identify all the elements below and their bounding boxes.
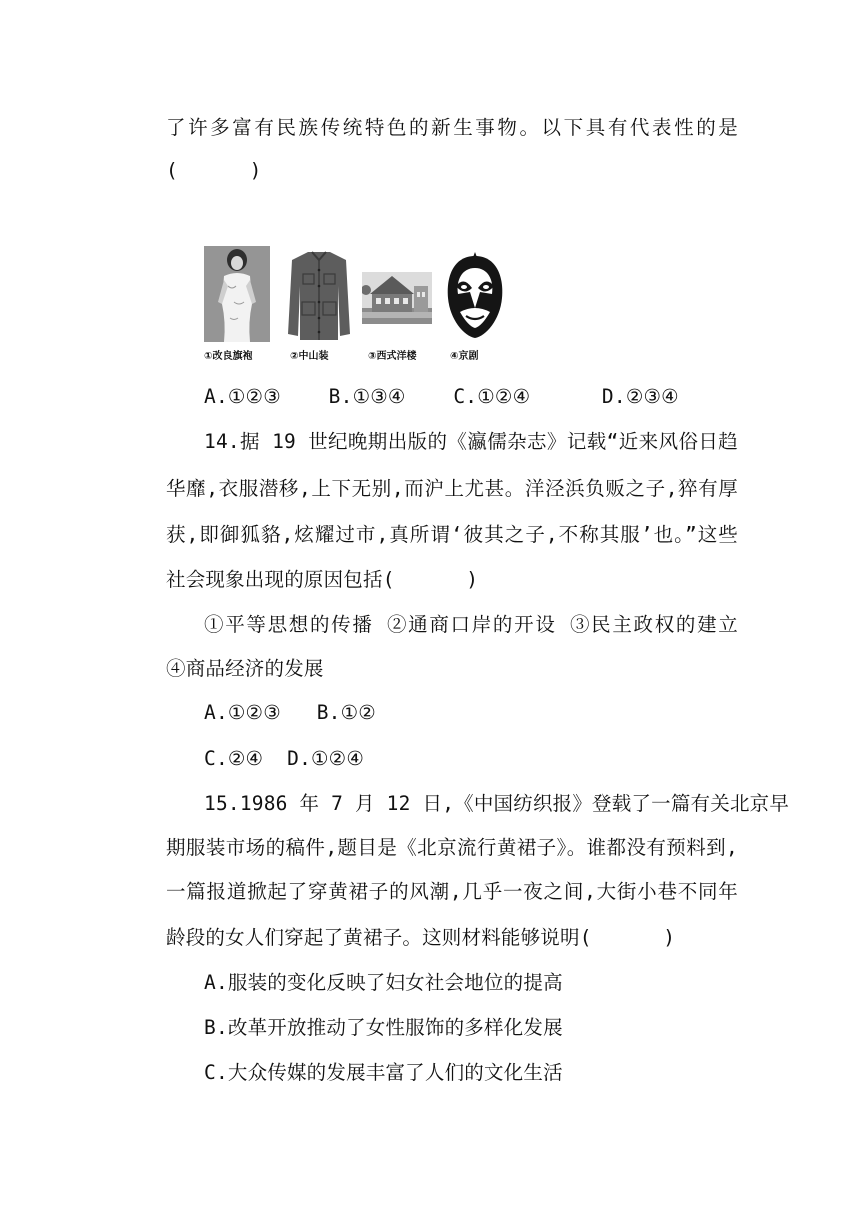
caption-zhongshan-suit: ②中山装 bbox=[290, 351, 329, 362]
caption-qipao: ①改良旗袍 bbox=[204, 351, 253, 362]
q14-stem-line-2: 华靡,衣服潜移,上下无别,而沪上尤甚。洋泾浜负贩之子,猝有厚 bbox=[166, 477, 738, 500]
q13-answer-blank: ( ) bbox=[166, 159, 262, 182]
q13-options: A.①②③ B.①③④ C.①②④ D.②③④ bbox=[204, 385, 679, 408]
q14-options-line-1: A.①②③ B.①② bbox=[204, 701, 376, 724]
q13-figure-row bbox=[204, 246, 524, 368]
q14-stem-line-4: 社会现象出现的原因包括( ) bbox=[166, 568, 479, 591]
q15-option-a: A.服装的变化反映了妇女社会地位的提高 bbox=[204, 971, 563, 994]
q14-options-line-2: C.②④ D.①②④ bbox=[204, 747, 365, 770]
q14-stem-line-1: 14.据 19 世纪晚期出版的《瀛儒杂志》记载“近来风俗日趋 bbox=[204, 430, 738, 453]
caption-peking-opera: ④京剧 bbox=[450, 351, 479, 362]
q14-items-line-2: ④商品经济的发展 bbox=[166, 657, 324, 680]
peking-opera-mask-image bbox=[442, 246, 508, 342]
q14-items-line-1: ①平等思想的传播 ②通商口岸的开设 ③民主政权的建立 bbox=[204, 613, 738, 636]
q14-stem-line-3: 获,即御狐貉,炫耀过市,真所谓‘彼其之子,不称其服’也。”这些 bbox=[166, 523, 738, 546]
q15-option-b: B.改革开放推动了女性服饰的多样化发展 bbox=[204, 1016, 563, 1039]
caption-western-building: ③西式洋楼 bbox=[368, 351, 417, 362]
q15-option-c: C.大众传媒的发展丰富了人们的文化生活 bbox=[204, 1061, 563, 1084]
q15-stem-line-2: 期服装市场的稿件,题目是《北京流行黄裙子》。谁都没有预料到, bbox=[166, 836, 738, 859]
q15-stem-line-1: 15.1986 年 7 月 12 日,《中国纺织报》登载了一篇有关北京早 bbox=[204, 792, 790, 815]
western-building-image bbox=[362, 246, 432, 342]
zhongshan-suit-image bbox=[286, 246, 352, 342]
q15-stem-line-4: 龄段的女人们穿起了黄裙子。这则材料能够说明( ) bbox=[166, 926, 676, 949]
q13-stem-line-1: 了许多富有民族传统特色的新生事物。以下具有代表性的是 bbox=[166, 116, 738, 139]
qipao-image bbox=[204, 246, 270, 342]
q15-stem-line-3: 一篇报道掀起了穿黄裙子的风潮,几乎一夜之间,大街小巷不同年 bbox=[166, 880, 738, 903]
